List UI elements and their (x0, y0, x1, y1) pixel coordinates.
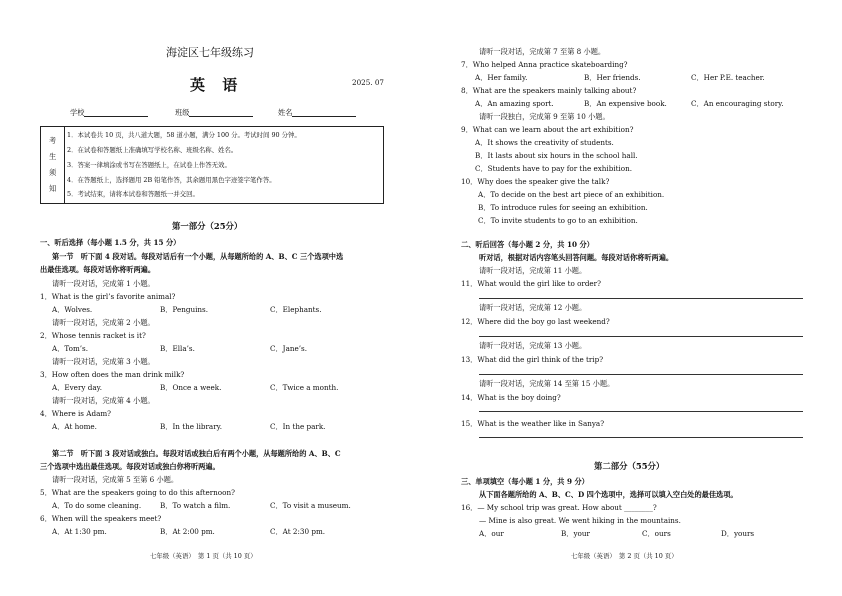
question-6: 6．When will the speakers meet? (40, 514, 162, 523)
section1-sub2-instructions-cont: 三个选项中选出最佳选项。每段对话或独白你将听两遍。 (40, 462, 220, 471)
q14-answer-line[interactable] (479, 411, 803, 412)
listen-prompt: 请听一段对话，完成第 3 小题。 (52, 357, 155, 366)
page-footer: 七年级（英语） 第 1 页（共 10 页） (150, 552, 257, 560)
q10-option-a[interactable]: A．To decide on the best art piece of an exhibition. (478, 190, 665, 199)
subject-title: 英 语 (190, 76, 244, 94)
q10-option-b[interactable]: B．To introduce rules for seeing an exhibition. (478, 203, 648, 212)
part1-title: 第一部分（25分） (172, 221, 243, 231)
q5-option-b[interactable]: B．To watch a film. (160, 501, 231, 510)
question-16-response: — Mine is also great. We went hiking in the mountains. (479, 516, 681, 525)
q16-option-a[interactable]: A．our (479, 529, 504, 538)
section1-sub1-instructions-cont: 出最佳选项。每段对话你将听两遍。 (40, 265, 156, 274)
q1-option-a[interactable]: A．Wolves. (52, 305, 93, 314)
q3-option-c[interactable]: C．Twice a month. (270, 383, 339, 392)
question-4: 4．Where is Adam? (40, 409, 112, 418)
q11-answer-line[interactable] (479, 298, 803, 299)
question-11: 11．What would the girl like to order? (461, 279, 601, 288)
question-2: 2．Whose tennis racket is it? (40, 331, 146, 340)
question-5: 5．What are the speakers going to do this afternoon? (40, 488, 235, 497)
listen-prompt: 请听一段对话，完成第 5 至第 6 小题。 (52, 475, 179, 484)
q16-option-d[interactable]: D．yours (721, 529, 755, 538)
notice-item: 1．本试卷共 10 页，共八道大题，58 道小题，满分 100 分。考试时间 90 分钟。 (67, 131, 301, 139)
section1-sub1-instructions: 第一节 听下面 4 段对话。每段对话后有一个小题，从每题所给的 A、B、C 三个选项中选 (52, 252, 344, 261)
q7-option-c[interactable]: C．Her P.E. teacher. (691, 73, 765, 82)
q8-option-b[interactable]: B．An expensive book. (584, 99, 667, 108)
q9-option-b[interactable]: B．It lasts about six hours in the school hall. (475, 151, 638, 160)
q3-option-b[interactable]: B．Once a week. (160, 383, 222, 392)
notice-item: 2．在试卷和答题纸上准确填写学校名称、班级名称、姓名。 (67, 146, 238, 154)
question-14: 14．What is the boy doing? (461, 393, 561, 402)
q1-option-c[interactable]: C．Elephants. (270, 305, 322, 314)
notice-item: 3．答案一律填涂或书写在答题纸上，在试卷上作答无效。 (67, 161, 231, 169)
q5-option-a[interactable]: A．To do some cleaning. (52, 501, 142, 510)
q16-option-b[interactable]: B．your (561, 529, 590, 538)
listen-prompt: 请听一段对话，完成第 4 小题。 (52, 396, 155, 405)
q6-option-b[interactable]: B．At 2:00 pm. (160, 527, 215, 536)
q16-option-c[interactable]: C．ours (642, 529, 671, 538)
name-field[interactable]: 姓名 (278, 108, 356, 117)
question-8: 8．What are the speakers mainly talking about? (461, 86, 637, 95)
question-9: 9．What can we learn about the art exhibition? (461, 125, 634, 134)
page-right (421, 0, 842, 596)
q9-option-a[interactable]: A．It shows the creativity of students. (475, 138, 614, 147)
q12-answer-line[interactable] (479, 336, 803, 337)
exam-date: 2025. 07 (352, 78, 385, 87)
q8-option-a[interactable]: A．An amazing sport. (475, 99, 554, 108)
notice-item: 5．考试结束，请将本试卷和答题纸一并交回。 (67, 190, 199, 198)
q2-option-b[interactable]: B．Ella’s. (160, 344, 195, 353)
q5-option-c[interactable]: C．To visit a museum. (270, 501, 351, 510)
listen-prompt: 请听一段对话，完成第 12 小题。 (479, 303, 587, 312)
q4-option-c[interactable]: C．In the park. (270, 422, 326, 431)
section2-title: 二、听后回答（每小题 2 分，共 10 分） (461, 240, 594, 249)
section3-instructions: 从下面各题所给的 A、B、C、D 四个选项中，选择可以填入空白处的最佳选项。 (479, 490, 738, 499)
question-16: 16．— My school trip was great. How about ________? (461, 503, 657, 512)
q7-option-a[interactable]: A．Her family. (475, 73, 528, 82)
q8-option-c[interactable]: C．An encouraging story. (691, 99, 784, 108)
exam-title: 海淀区七年级练习 (166, 46, 254, 59)
class-field[interactable]: 班级 (175, 108, 253, 117)
q4-option-a[interactable]: A．At home. (52, 422, 97, 431)
notice-label: 考 生 须 知 (41, 127, 65, 203)
q15-answer-line[interactable] (479, 437, 803, 438)
question-3: 3．How often does the man drink milk? (40, 370, 185, 379)
listen-prompt: 请听一段对话，完成第 14 至第 15 小题。 (479, 379, 615, 388)
q6-option-c[interactable]: C．At 2:30 pm. (270, 527, 326, 536)
question-7: 7．Who helped Anna practice skateboarding? (461, 60, 628, 69)
question-1: 1．What is the girl’s favorite animal? (40, 292, 176, 301)
q3-option-a[interactable]: A．Every day. (52, 383, 102, 392)
listen-prompt: 请听一段对话，完成第 7 至第 8 小题。 (479, 47, 606, 56)
q2-option-c[interactable]: C．Jane’s. (270, 344, 307, 353)
q4-option-b[interactable]: B．In the library. (160, 422, 223, 431)
exam-notice-box (40, 126, 384, 204)
school-field[interactable]: 学校 (70, 108, 148, 117)
q6-option-a[interactable]: A．At 1:30 pm. (52, 527, 107, 536)
question-10: 10．Why does the speaker give the talk? (461, 177, 610, 186)
section2-instructions: 听对话，根据对话内容笔头回答问题。每段对话你将听两遍。 (479, 253, 674, 262)
question-13: 13．What did the girl think of the trip? (461, 355, 604, 364)
q2-option-a[interactable]: A．Tom’s. (52, 344, 89, 353)
q10-option-c[interactable]: C．To invite students to go to an exhibition. (478, 216, 638, 225)
listen-prompt: 请听一段对话，完成第 2 小题。 (52, 318, 155, 327)
question-12: 12．Where did the boy go last weekend? (461, 317, 610, 326)
question-15: 15．What is the weather like in Sanya? (461, 419, 605, 428)
notice-item: 4．在答题纸上，选择题用 2B 铅笔作答，其余题用黑色字迹签字笔作答。 (67, 176, 276, 184)
section1-title: 一、听后选择（每小题 1.5 分，共 15 分） (40, 238, 181, 247)
page-footer: 七年级（英语） 第 2 页（共 10 页） (571, 552, 678, 560)
part2-title: 第二部分（55分） (594, 461, 665, 471)
q13-answer-line[interactable] (479, 374, 803, 375)
listen-prompt: 请听一段对话，完成第 11 小题。 (479, 266, 587, 275)
listen-prompt: 请听一段独白，完成第 9 至第 10 小题。 (479, 112, 610, 121)
q9-option-c[interactable]: C．Students have to pay for the exhibition. (475, 164, 633, 173)
q7-option-b[interactable]: B．Her friends. (584, 73, 641, 82)
q1-option-b[interactable]: B．Penguins. (160, 305, 208, 314)
section1-sub2-instructions: 第二节 听下面 3 段对话或独白。每段对话或独白后有两个小题，从每题所给的 A、B、C (52, 449, 341, 458)
listen-prompt: 请听一段对话，完成第 13 小题。 (479, 341, 587, 350)
listen-prompt: 请听一段对话，完成第 1 小题。 (52, 279, 155, 288)
section3-title: 三、单项填空（每小题 1 分，共 9 分） (461, 477, 589, 486)
